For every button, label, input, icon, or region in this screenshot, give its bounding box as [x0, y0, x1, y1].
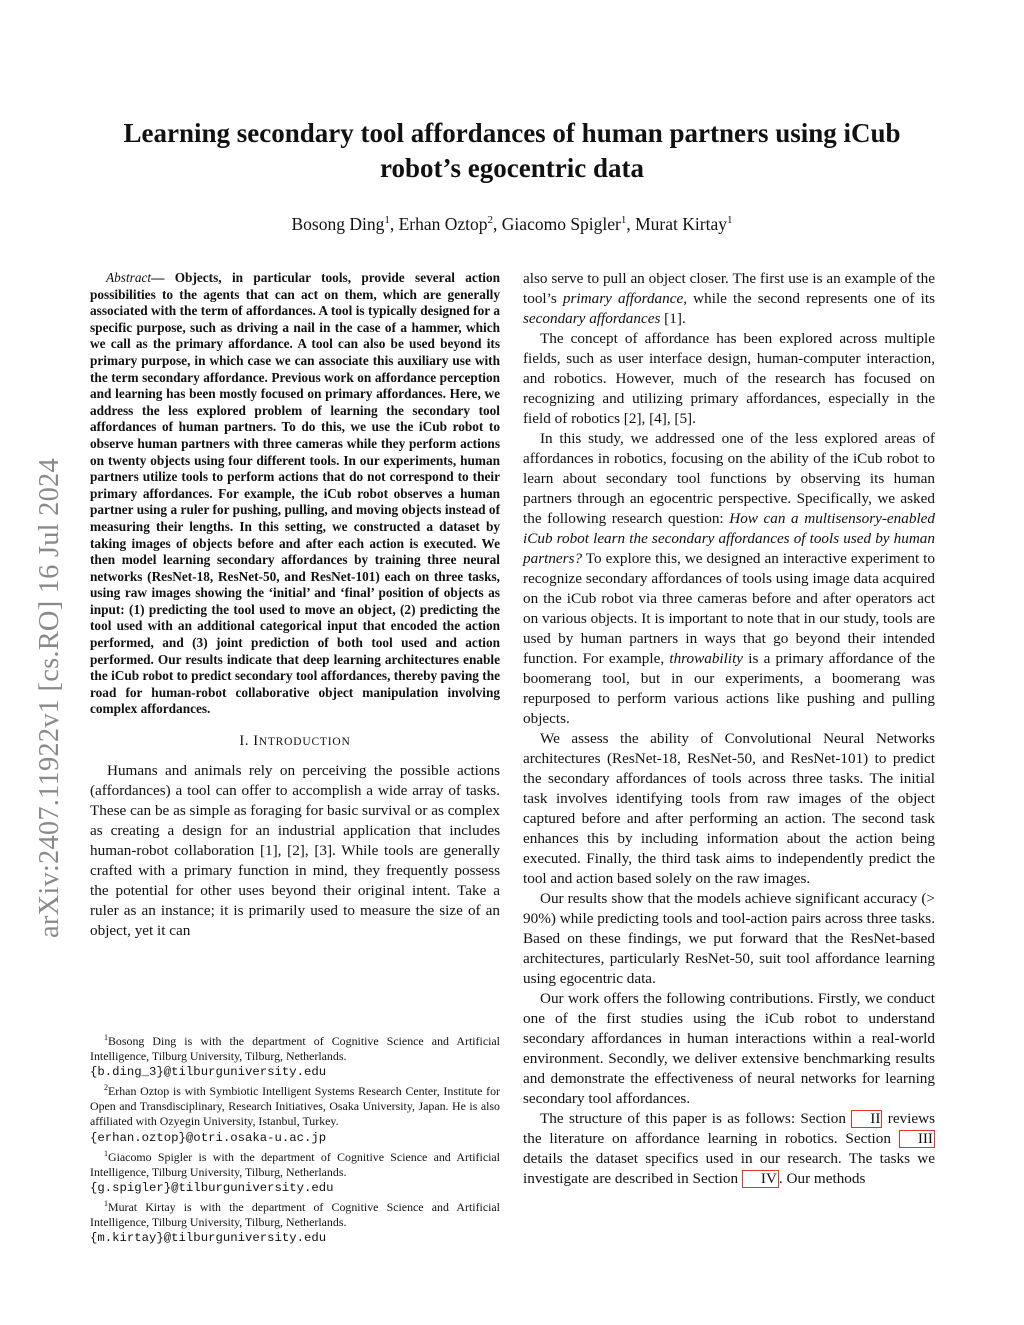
arxiv-identifier-stamp: arXiv:2407.11922v1 [cs.RO] 16 Jul 2024	[34, 458, 65, 938]
abstract-label: Abstract	[106, 270, 152, 285]
footnote	[90, 1080, 500, 1145]
footnotes	[90, 1030, 500, 1246]
emphasis: secondary affordances	[523, 310, 661, 327]
author-name: Bosong Ding	[291, 213, 385, 234]
text-run: The structure of this paper is as follows: Section	[540, 1110, 852, 1127]
body-paragraph: We assess the ability of Convolutional Neural Networks architectures (ResNet-18, ResNet-50, and ResNet-101) to predict the secondary affordances of tools across three tasks. The initial task involves identifying tools from raw images of the object captured before and after performing an action. The second task enhances this by including information about the action being executed. Finally, the third task aims to independently predict the tool and action based solely on the raw images.	[523, 730, 935, 887]
body-paragraph	[523, 269, 935, 329]
affiliation-mark: 1	[620, 214, 627, 226]
left-column	[90, 270, 500, 941]
footnote-text: Giacomo Spigler is with the department of Cognitive Science and Artificial Intelligence, Tilburg University, Tilburg, Netherlands.	[90, 1149, 500, 1179]
footnote-email[interactable]: {erhan.oztop}@otri.osaka-u.ac.jp	[90, 1130, 327, 1145]
text-run: , while the second represents one of its	[683, 290, 935, 307]
text-run: is a primary affordance of the boomerang tool, but in our experiments, a boomerang was repurposed to perform various actions like pushing and pulling objects.	[523, 650, 936, 727]
footnote	[90, 1030, 500, 1080]
body-paragraph	[523, 429, 935, 729]
emphasis: primary affordance	[562, 290, 684, 307]
body-paragraph: The concept of affordance has been explored across multiple fields, such as user interface design, human-computer interaction, and robotics. However, much of the research has focused on recognizing and utilizing primary affordances, especially in the field of robotics [2], [4], [5].	[523, 330, 935, 427]
text-run: In this study, we addressed one of the less explored areas of affordances in robotics, focusing on the ability of the iCub robot to learn about secondary tool functions by observing its human partners through an egocentric perspective. Specifically, we asked the following research question:	[523, 430, 935, 527]
author-name: Murat Kirtay	[635, 213, 727, 234]
affiliation-mark: 2	[487, 214, 494, 226]
intro-paragraph: Humans and animals rely on perceiving the possible actions (affordances) a tool can offer to accomplish a wide array of tasks. These can be as simple as foraging for basic survival or as complex as creating a design for an industrial application that includes human-robot collaboration [1], [2], [3]. While tools are generally crafted with a primary function in mind, they frequently possess the potential for other uses beyond their original intent. Take a ruler as an instance; it is primarily used to measure the size of an object, yet it can	[90, 762, 500, 940]
section-numeral: I.	[239, 733, 254, 750]
section-initial: I	[253, 733, 259, 750]
text-run: . Our methods	[778, 1170, 866, 1187]
footnote-email[interactable]: {b.ding_3}@tilburguniversity.edu	[90, 1065, 327, 1080]
author-name: Giacomo Spigler	[501, 213, 621, 234]
body-paragraph: Our work offers the following contributions. Firstly, we conduct one of the first studies using the iCub robot to understand secondary affordances in human interactions within a real-world environment. Secondly, we deliver extensive benchmarking results and demonstrate the effectiveness of neural networks for learning secondary tool affordances.	[523, 990, 935, 1107]
paper-title: Learning secondary tool affordances of human partners using iCub robot’s egocentric data	[123, 118, 901, 183]
section-heading-introduction	[90, 731, 500, 752]
section-link-iv[interactable]: IV	[742, 1170, 779, 1188]
abstract	[90, 270, 500, 718]
author-list: Bosong Ding$^1$, Erhan Oztop$^2$, Giacomo Spigler$^1$, Murat Kirtay$^1$	[291, 213, 733, 234]
right-column	[523, 269, 935, 1189]
footnote-mark: 1	[104, 1148, 108, 1158]
footnote-text: Erhan Oztop is with Symbiotic Intelligent Systems Research Center, Institute for Open and Transdisciplinary, Research Initiatives, Osaka University, Japan. He is also affiliated with Ozyegin University, Istanbul, Turkey.	[90, 1084, 500, 1129]
body-paragraph: Our results show that the models achieve significant accuracy (> 90%) while predicting tools and tool-action pairs across three tasks. Based on these findings, we put forward that the ResNet-based architectures, particularly ResNet-50, suit tool affordance learning using egocentric data.	[523, 890, 935, 987]
research-question: How can a multisensory-enabled iCub robot learn the secondary affordances of tools used by human partners?	[523, 510, 935, 567]
text-run: To explore this, we designed an interactive experiment to recognize secondary affordances of tools using image data acquired on the iCub robot via three cameras before and after operators act on various objects. It is important to note that in our study, tools are used by human partners in ways that go beyond their intended function. For example,	[523, 550, 935, 667]
author-name: Erhan Oztop	[398, 213, 488, 234]
footnote-mark: 1	[104, 1198, 108, 1208]
footnote-text: Bosong Ding is with the department of Cognitive Science and Artificial Intelligence, Tilburg University, Tilburg, Netherlands.	[90, 1033, 500, 1064]
text-run: [1].	[660, 310, 686, 327]
affiliation-mark: 1	[726, 214, 733, 226]
body-paragraph	[523, 1109, 935, 1189]
text-run: details the dataset specifics used in our research. The tasks we investigate are described in Section	[523, 1150, 935, 1187]
footnote	[90, 1146, 500, 1196]
section-title-rest: NTRODUCTION	[258, 736, 351, 749]
section-link-iii[interactable]: III	[899, 1130, 935, 1148]
affiliation-mark: 1	[384, 214, 390, 226]
footnote	[90, 1196, 500, 1246]
text-run: reviews the literature on affordance learning in robotics. Section	[523, 1110, 935, 1147]
footnote-email[interactable]: {m.kirtay}@tilburguniversity.edu	[90, 1231, 327, 1245]
footnote-mark: 2	[104, 1083, 108, 1093]
text-run: also serve to pull an object closer. The first use is an example of the tool’s	[523, 270, 935, 307]
emphasis: throwability	[669, 650, 744, 667]
footnote-email[interactable]: {g.spigler}@tilburguniversity.edu	[90, 1180, 334, 1195]
footnote-mark: 1	[104, 1033, 108, 1042]
section-link-ii[interactable]: II	[851, 1110, 882, 1128]
footnote-text: Murat Kirtay is with the department of Cognitive Science and Artificial Intelligence, Tilburg University, Tilburg, Netherlands.	[90, 1199, 500, 1229]
abstract-text: — Objects, in particular tools, provide several action possibilities to the agents that can act on them, which are generally associated with the term of affordances. A tool is typically designed for a specific purpose, such as driving a nail in the case of a hammer, which we call as the primary affordance. A tool can also be used beyond its primary purpose, in which case we can associate this auxiliary use with the term secondary affordance. Previous work on affordance perception and learning has been mostly focused on primary affordances. Here, we address the less explored problem of learning the secondary tool affordances of human partners. To do this, we use the iCub robot to observe human partners with three cameras while they perform actions on twenty objects using four different tools. In our experiments, human partners utilize tools to perform actions that do not correspond to their primary affordances. For example, the iCub robot observes a human partner using a ruler for pushing, pulling, and moving objects instead of measuring their lengths. In this setting, we constructed a dataset by taking images of objects before and after each action is executed. We then model learning secondary affordances by training three neural networks (ResNet-18, ResNet-50, and ResNet-101) each on three tasks, using raw images showing the ‘initial’ and ‘final’ position of objects as input: (1) predicting the tool used to move an object, (2) predicting the tool used with an additional categorical input that encoded the action performed, and (3) joint prediction of both tool used and action performed. Our results indicate that deep learning architectures enable the iCub robot to predict secondary tool affordances, thereby paving the road for human-robot collaborative object manipulation involving complex affordances.	[90, 270, 500, 717]
